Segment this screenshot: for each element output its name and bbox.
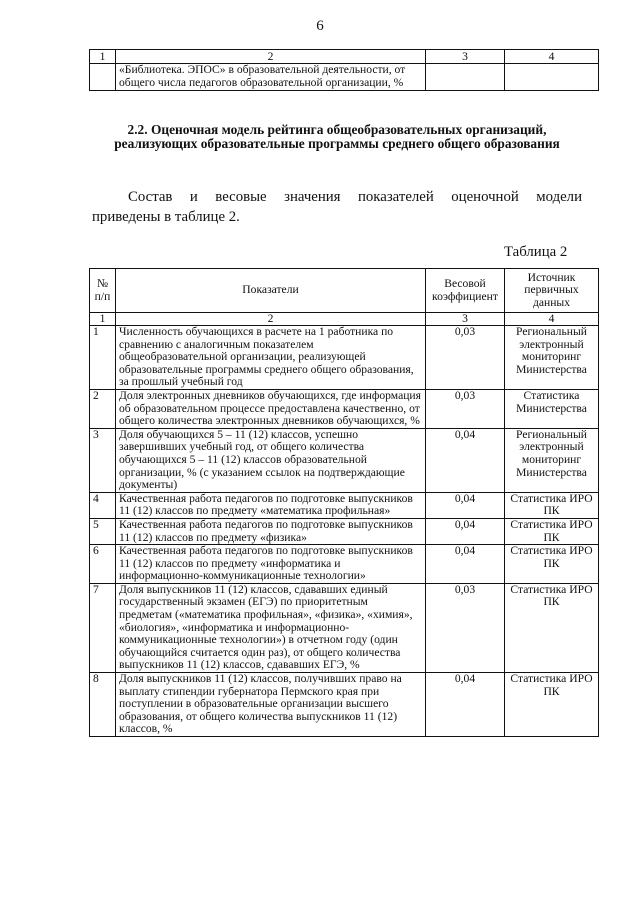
paragraph-word: весовые — [215, 189, 267, 205]
paragraph-word: Состав — [128, 189, 173, 205]
row-number: 1 — [90, 326, 116, 390]
paragraph-word: показателей — [357, 189, 434, 205]
indicators-table — [89, 268, 599, 737]
source-text: Статистика ИРО ПК — [505, 492, 599, 518]
row-number: 2 — [90, 389, 116, 428]
table-row — [90, 64, 599, 91]
header-source: Источник первичных данных — [505, 269, 599, 313]
indicator-text: Качественная работа педагогов по подготовке выпускников 11 (12) классов по предмету «математика профильная» — [116, 492, 426, 518]
source-text: Региональный электронный мониторинг Министерства — [505, 326, 599, 390]
paragraph-line-2: приведены в таблице 2. — [92, 209, 240, 225]
source-text: Статистика Министерства — [505, 389, 599, 428]
source-text: Статистика ИРО ПК — [505, 583, 599, 672]
row-number: 4 — [90, 492, 116, 518]
weight-value — [426, 64, 505, 91]
indicator-text: Доля электронных дневников обучающихся, где информация об образовательном процессе предоставлена качественно, от общего количества электронных дневников обучающихся, % — [116, 389, 426, 428]
indicator-text: «Библиотека. ЭПОС» в образовательной деятельности, от общего числа педагогов образовательной организации, % — [116, 64, 426, 91]
header-indicator: Показатели — [116, 269, 426, 313]
paragraph-word: модели — [536, 189, 582, 205]
table-row — [90, 545, 599, 584]
weight-value: 0,03 — [426, 583, 505, 672]
column-number: 4 — [505, 313, 599, 326]
column-number: 1 — [90, 50, 116, 64]
weight-value: 0,04 — [426, 673, 505, 737]
indicator-text: Доля выпускников 11 (12) классов, получивших право на выплату стипендии губернатора Пермского края при поступлении в образовательные организации высшего образования, от общего количества выпускников 11 (12) классов, % — [116, 673, 426, 737]
page-number: 6 — [316, 18, 324, 34]
column-number-row — [90, 50, 599, 64]
table-row — [90, 583, 599, 672]
table-row — [90, 389, 599, 428]
table-row — [90, 326, 599, 390]
source-text: Статистика ИРО ПК — [505, 518, 599, 544]
weight-value: 0,03 — [426, 326, 505, 390]
column-number: 2 — [116, 313, 426, 326]
source-text: Статистика ИРО ПК — [505, 545, 599, 584]
header-weight: Весовой коэффициент — [426, 269, 505, 313]
column-number: 3 — [426, 50, 505, 64]
section-heading: 2.2. Оценочная модель рейтинга общеобразовательных организаций, реализующих образовательные программы среднего общего образования — [114, 122, 560, 151]
header-row — [90, 269, 599, 313]
paragraph-word: оценочной — [451, 189, 519, 205]
source-text: Статистика ИРО ПК — [505, 673, 599, 737]
table-row — [90, 428, 599, 492]
table-row — [90, 673, 599, 737]
indicator-text: Качественная работа педагогов по подготовке выпускников 11 (12) классов по предмету «физика» — [116, 518, 426, 544]
table-caption: Таблица 2 — [504, 244, 568, 260]
row-number: 3 — [90, 428, 116, 492]
paragraph-line-1 — [92, 188, 582, 206]
indicator-text: Качественная работа педагогов по подготовке выпускников 11 (12) классов по предмету «информатика и информационно-коммуникационные технологии» — [116, 545, 426, 584]
row-number — [90, 64, 116, 91]
source-text: Региональный электронный мониторинг Министерства — [505, 428, 599, 492]
paragraph-word: значения — [284, 189, 341, 205]
column-number: 2 — [116, 50, 426, 64]
row-number: 6 — [90, 545, 116, 584]
indicator-text: Доля обучающихся 5 – 11 (12) классов, успешно завершивших учебный год, от общего количества обучающихся 5 – 11 (12) классов образовательной организации, % (с указанием ссылок на подтверждающие документы) — [116, 428, 426, 492]
table-row — [90, 492, 599, 518]
source-text — [505, 64, 599, 91]
table-row — [90, 518, 599, 544]
weight-value: 0,04 — [426, 428, 505, 492]
column-number-row — [90, 313, 599, 326]
weight-value: 0,04 — [426, 545, 505, 584]
row-number: 7 — [90, 583, 116, 672]
column-number: 4 — [505, 50, 599, 64]
paragraph-word: и — [189, 189, 198, 205]
row-number: 5 — [90, 518, 116, 544]
indicator-text: Численность обучающихся в расчете на 1 работника по сравнению с аналогичным показателем общеобразовательной организации, реализующей образовательные программы среднего общего образования, за прошлый учебный год — [116, 326, 426, 390]
weight-value: 0,04 — [426, 518, 505, 544]
row-number: 8 — [90, 673, 116, 737]
weight-value: 0,04 — [426, 492, 505, 518]
continued-table — [89, 49, 599, 91]
header-num: № п/п — [90, 269, 116, 313]
indicator-text: Доля выпускников 11 (12) классов, сдававших единый государственный экзамен (ЕГЭ) по приоритетным предметам («математика профильная», «физика», «химия», «биология», «информатика и информационно-коммуникационные технологии») в отчетном году (один обучающийся считается один раз), от общего количества выпускников 11 (12) классов, сдававших ЕГЭ, % — [116, 583, 426, 672]
weight-value: 0,03 — [426, 389, 505, 428]
column-number: 1 — [90, 313, 116, 326]
column-number: 3 — [426, 313, 505, 326]
